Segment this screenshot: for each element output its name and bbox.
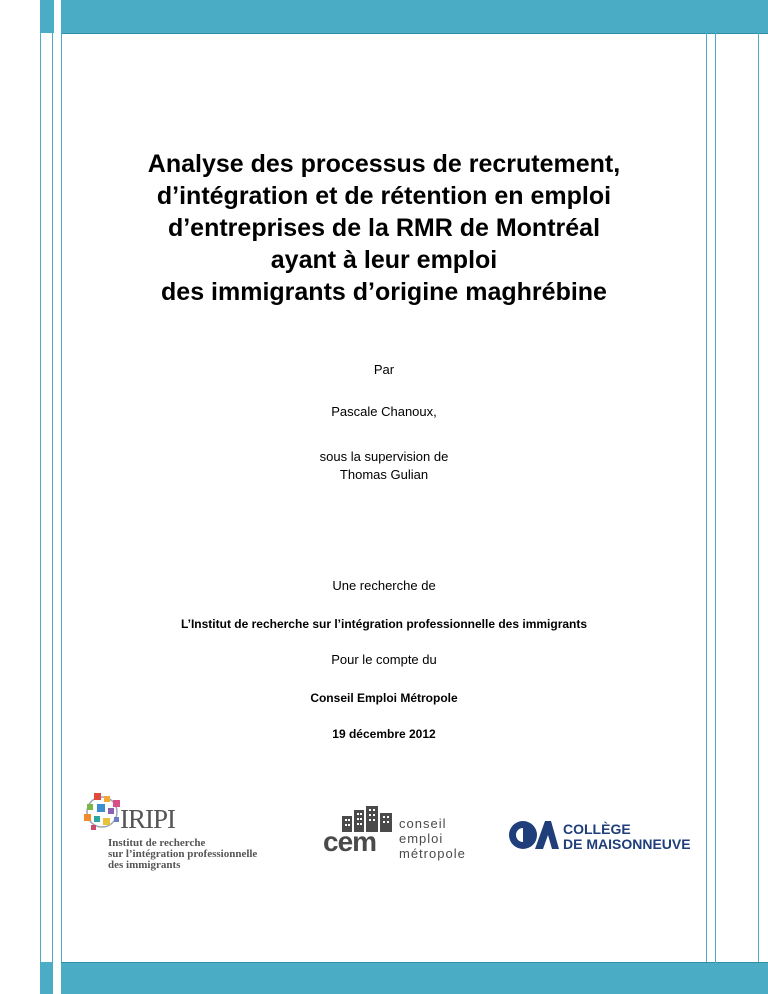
iripi-subtitle-line: Institut de recherche xyxy=(108,837,206,849)
iripi-subtitle-line: sur l’intégration professionnelle xyxy=(108,848,258,860)
frame-line-left-3 xyxy=(61,33,62,962)
iripi-subtitle xyxy=(108,838,288,871)
cem-line: emploi xyxy=(399,831,444,846)
college-line: COLLÈGE xyxy=(563,821,631,837)
cem-line: conseil xyxy=(399,816,447,831)
title-line: Analyse des processus de recrutement, xyxy=(147,150,621,178)
report-date: 19 décembre 2012 xyxy=(332,727,436,741)
document-title xyxy=(100,148,668,308)
institute-name: L’Institut de recherche sur l’intégration professionnelle des immigrants xyxy=(180,617,588,631)
college-wordmark xyxy=(563,822,691,852)
on-behalf-label: Pour le compte du xyxy=(331,652,437,667)
cem-line: métropole xyxy=(399,846,466,861)
title-line: des immigrants d’origine maghrébine xyxy=(161,278,607,306)
supervisor-name: Thomas Gulian xyxy=(339,467,429,482)
footer-bar xyxy=(61,962,768,994)
frame-line-left-1 xyxy=(40,0,41,994)
college-line: DE MAISONNEUVE xyxy=(563,836,691,852)
college-emblem-icon xyxy=(507,819,559,851)
frame-line-right-3 xyxy=(758,33,759,962)
frame-line-right-2 xyxy=(715,0,716,994)
supervision-label: sous la supervision de xyxy=(319,449,449,464)
iripi-subtitle-line: des immigrants xyxy=(108,859,181,871)
frame-line-right-1 xyxy=(706,33,707,962)
corner-stripe-bottom xyxy=(40,962,52,994)
title-line: d’intégration et de rétention en emploi xyxy=(156,182,612,210)
author-name: Pascale Chanoux, xyxy=(331,404,437,419)
client-name: Conseil Emploi Métropole xyxy=(310,691,458,705)
research-label: Une recherche de xyxy=(332,578,436,593)
iripi-wordmark: IRIPI xyxy=(120,804,175,834)
corner-stripe-top xyxy=(40,0,52,33)
cem-abbreviation: cem xyxy=(323,826,377,857)
header-bar xyxy=(61,0,768,34)
title-line: d’entreprises de la RMR de Montréal xyxy=(167,214,601,242)
cem-wordmark xyxy=(399,816,466,861)
by-label: Par xyxy=(373,362,395,377)
frame-line-left-2 xyxy=(52,0,53,994)
title-line: ayant à leur emploi xyxy=(270,246,498,274)
